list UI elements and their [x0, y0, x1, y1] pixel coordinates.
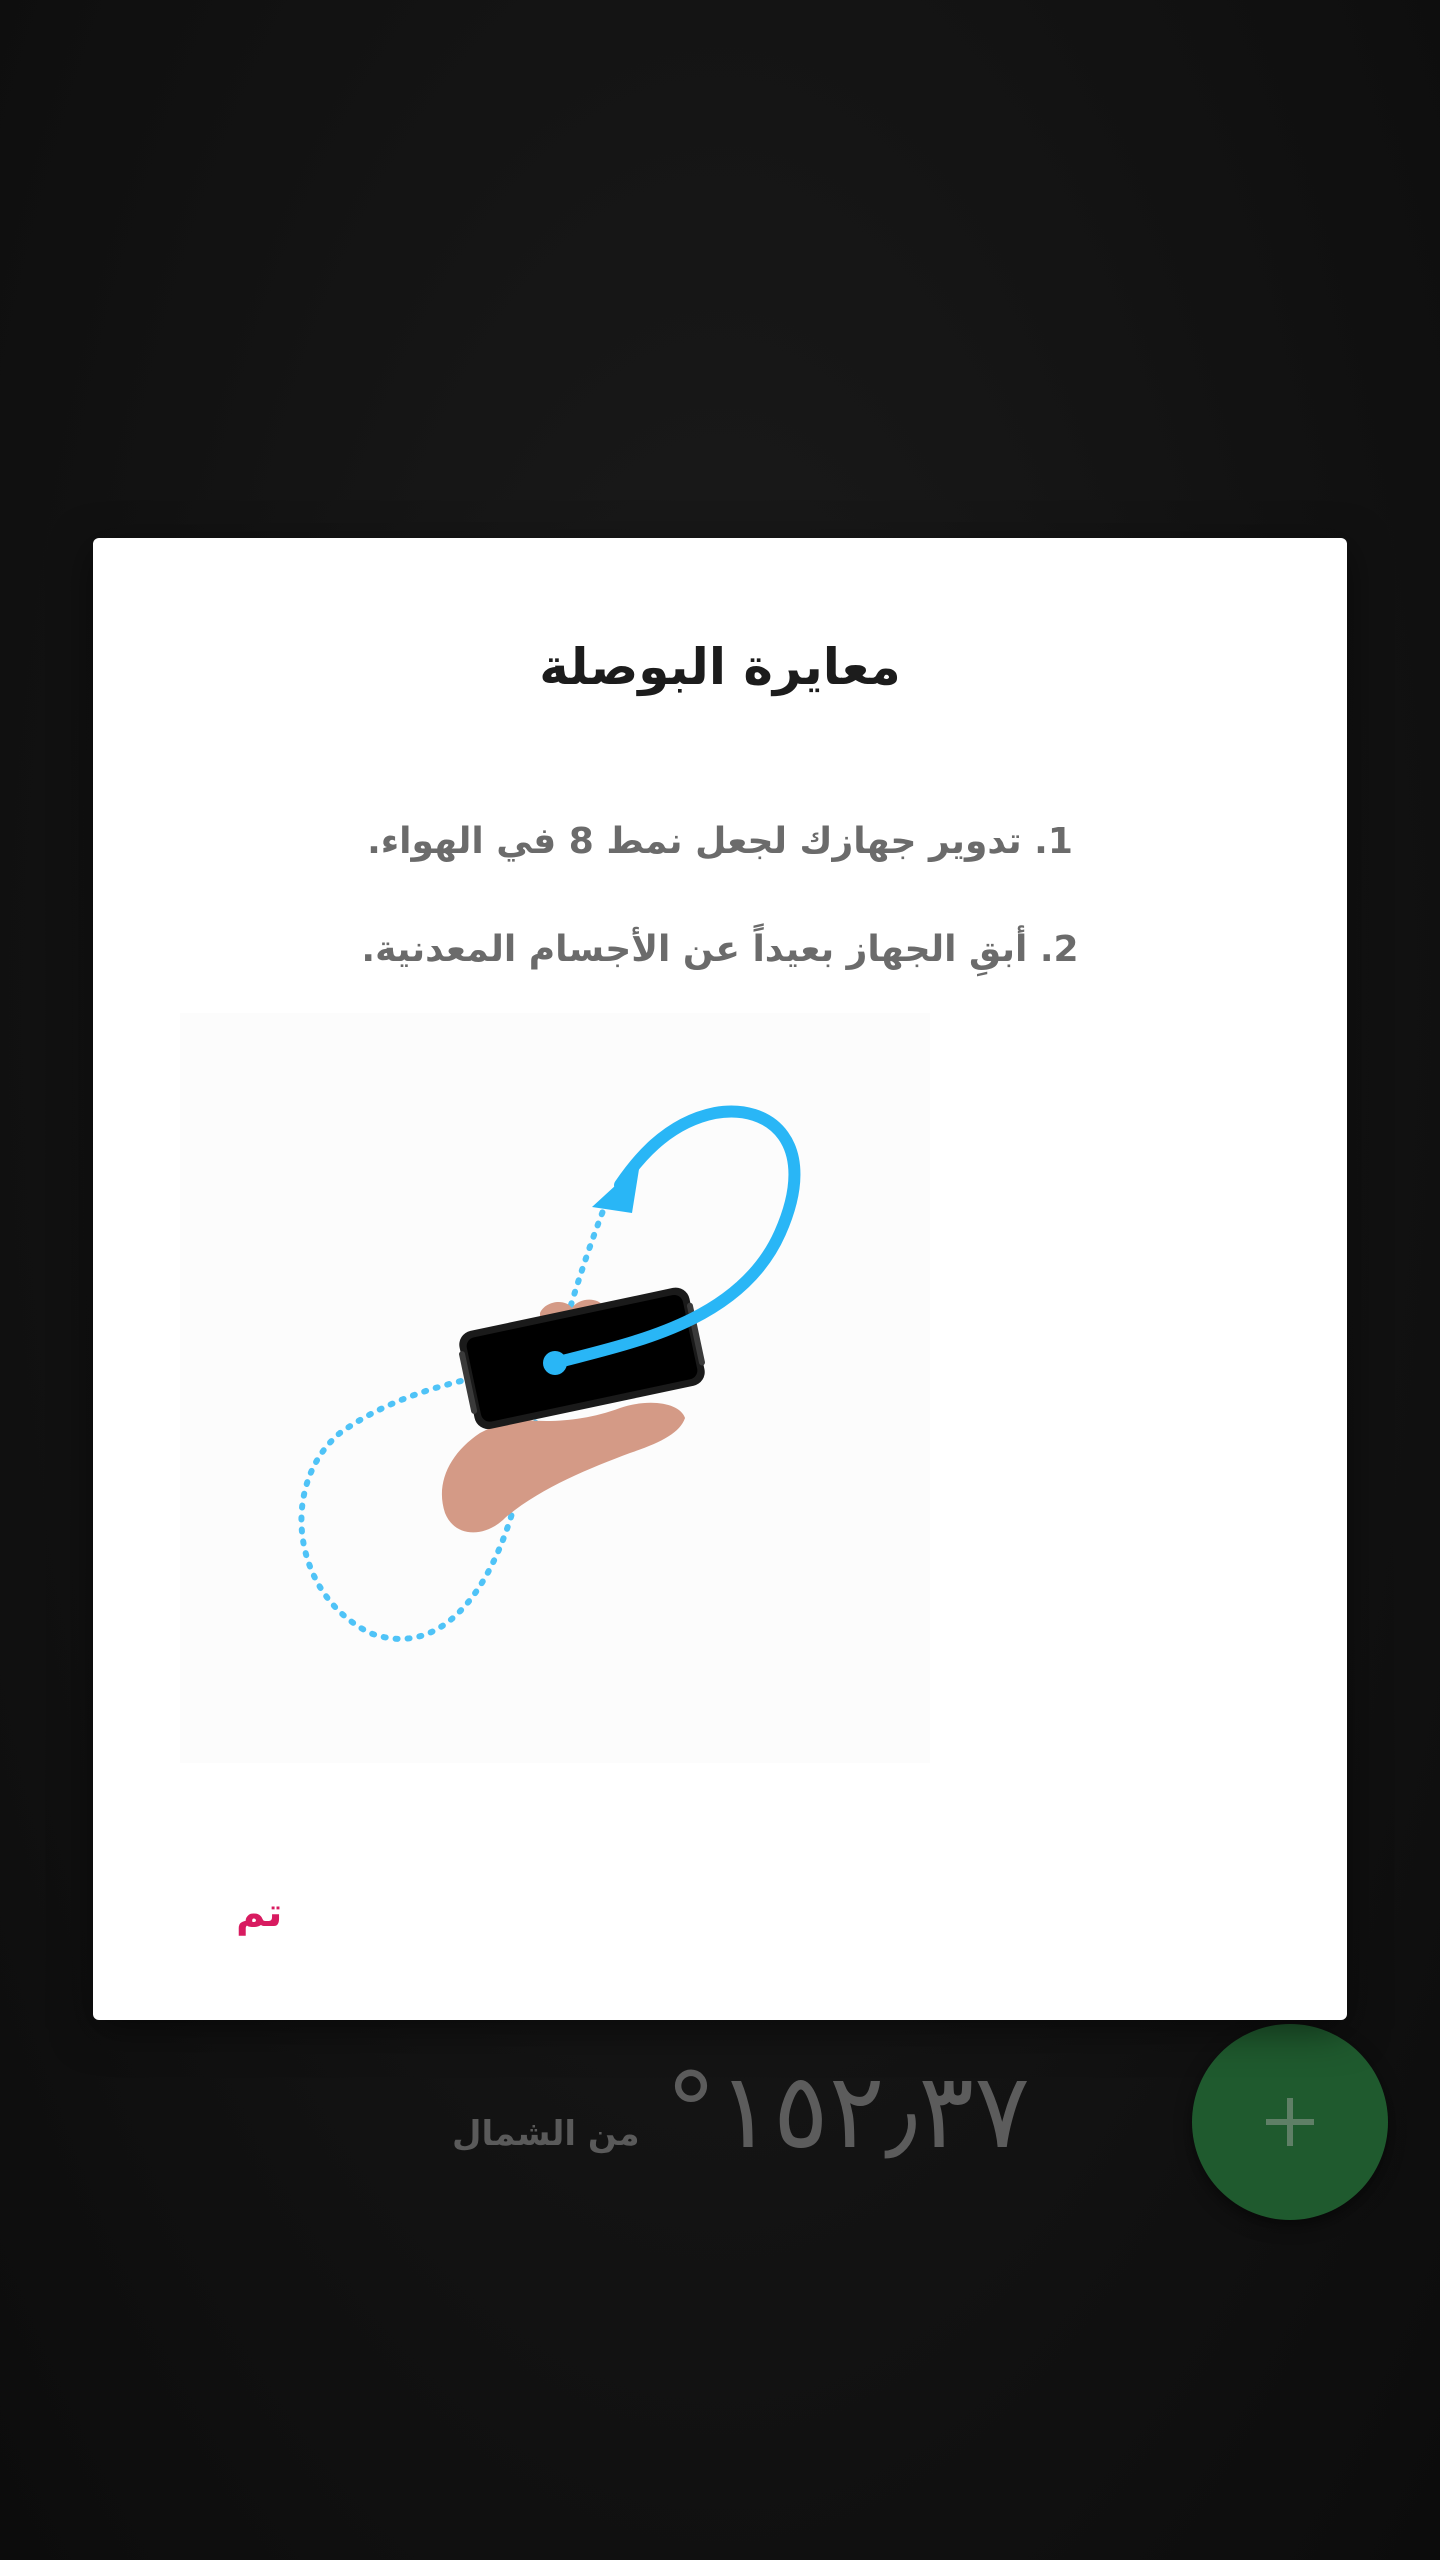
heading-value: °١٥٢٫٣٧ — [665, 2050, 1031, 2172]
calibration-illustration — [180, 1013, 930, 1763]
compass-calibration-dialog — [93, 538, 1347, 2020]
done-button[interactable]: تم — [236, 1890, 283, 1936]
instruction-item: 2. أبقِ الجهاز بعيداً عن الأجسام المعدنية. — [361, 929, 1079, 970]
instruction-item: 1. تدوير جهازك لجعل نمط 8 في الهواء. — [367, 821, 1073, 862]
heading-label: من الشمال — [452, 2114, 640, 2154]
dialog-title: معايرة البوصلة — [539, 638, 901, 696]
instructions-list — [93, 800, 1347, 1016]
figure-eight-calibration-icon — [180, 1013, 930, 1763]
